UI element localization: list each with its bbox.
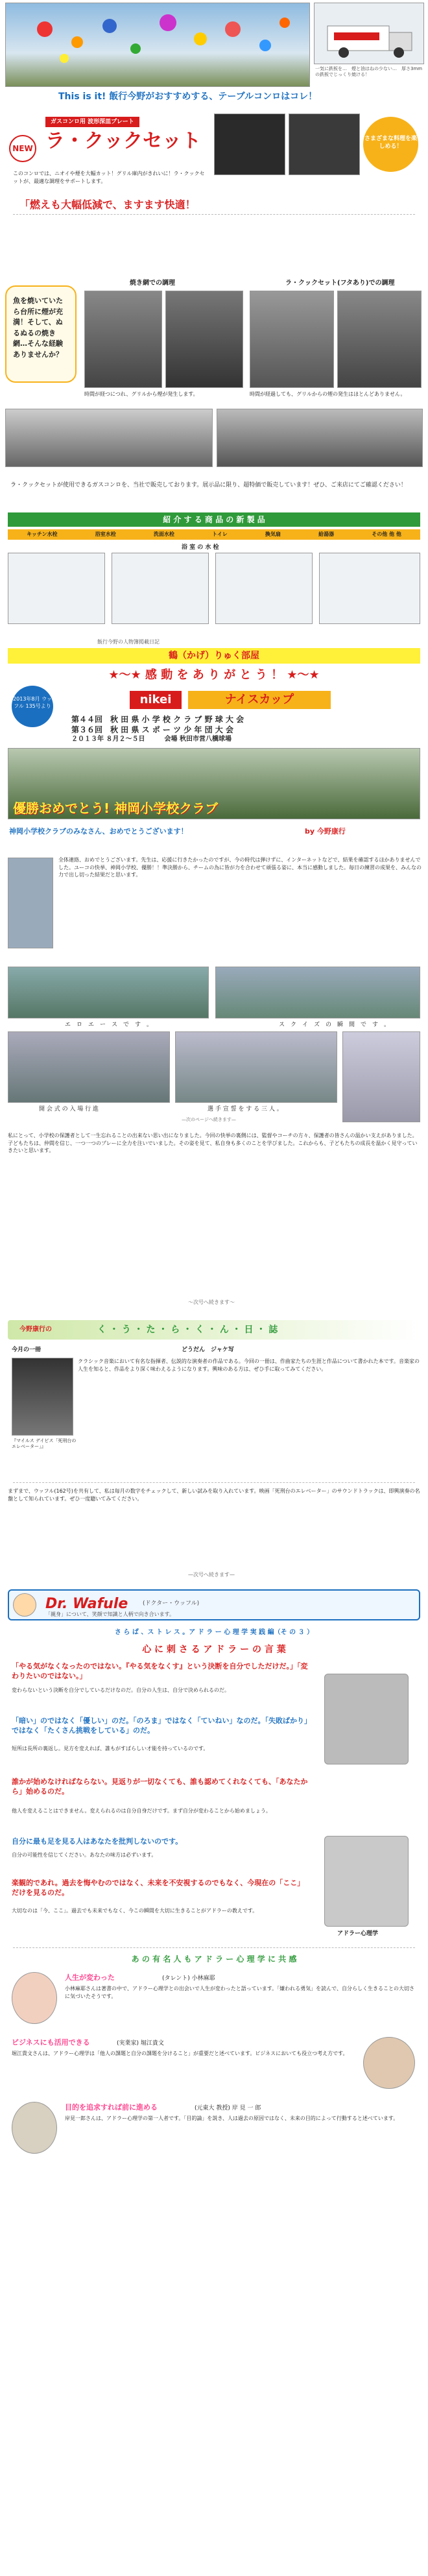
note-right: 時間が経過しても、グリルからの煙の発生はほとんどありません。 [250,391,406,397]
caption-main: 神岡小学校クラブのみなさん、おめでとうございます！ [9,827,188,836]
banner-title: 紹 介 す る 商 品 の 新 製 品 [8,512,420,527]
banner-item: 洗面水栓 [153,531,174,537]
quote-5: 楽観的であれ。過去を悔やむのではなく、未来を不安視するのでもなく、今現在の「ここ」だけを見るのだ。 [12,1879,305,1897]
wafule-lead: 「親身」について、笑顔で知識と人柄で向き合います。 [45,1611,175,1617]
nice-cup-logo: ナイスカップ [188,691,331,709]
story-photo [8,858,53,948]
banner-item: 換気扇 [265,531,281,537]
caption-left: エ ロ エ ー ス で す 。 [65,1022,153,1028]
diary-after: まずまで、ウッフル(162号)を共有して、私は毎月の数字をチェックして、新しい試みを取り入れています。映画「死刑台のエレベーター」のサウンドトラックは、即興演奏の名盤として知られています。ぜひ一度聴いてみてください。 [8,1488,420,1502]
caption-by: by 今野康行 [305,827,346,836]
banner-item: キッチン水栓 [27,531,58,537]
share-2-name: ビジネスにも活用できる [12,2038,90,2047]
story2-text: 私にとって、小学校の保護者として一生忘れることの出来ない思い出になりました。今回の快挙の裏側には、監督やコーチの方々、保護者の皆さんの温かい支えがありました。子どもたちは、仲間を信じ、一つ一つのプレーに全力を注いでいました。その姿を見て、私自身も多くのことを学びました。これからも、子どもたちの成長を温かく見守っていきたいと思います。 [8,1133,418,1154]
faucet-photo-4 [319,553,420,624]
quote-3-body: 他人を変えることはできません。変えられるのは自分自身だけです。まず自分が変わることから始めましょう。 [12,1808,271,1814]
book-cover [12,1358,73,1436]
grill-after-2 [337,291,422,388]
quote-4: 自分に最も足を見る人はあなたを批判しないのです。 [12,1837,183,1846]
photo-opening [8,1031,170,1103]
before-label: 焼き網での調理 [130,280,175,287]
kagemi-story [0,855,428,965]
victory-banner: 優勝おめでとう! 神岡小学校クラブ [13,800,219,816]
stove-photo-1 [5,409,213,467]
compare-section [0,279,428,474]
kagemi-badge: 2013年8月 ウッフル 135号より [12,686,53,727]
kagemi-label: 飯行今野の人物簿掲載日記 [97,639,160,645]
banner-item: トイレ [212,531,228,537]
compare-footer [0,479,428,511]
caption-oath: 選 手 宣 誓 を す る 三 人 。 [208,1106,283,1113]
adler-label: アドラー心理学 [337,1931,379,1937]
kagemi-title: 鶴（かげ）りゅく部屋 [8,648,420,664]
kagemi-photos [0,967,428,1129]
diary-month: 今月の一冊 [12,1347,42,1353]
quote-5-body: 大切なのは「今、ここ」。過去でも未来でもなく、今この瞬間を大切に生きることがアドラーの教えです。 [12,1908,258,1914]
share-title: あ の 有 名 人 も ア ド ラ ー 心 理 学 に 共 感 [131,1955,297,1964]
share-3-name: 目的を追求すれば前に進める [65,2103,158,2112]
celebrity-photo-3 [12,2102,57,2154]
truck-icon [315,3,425,65]
product-label: ガスコンロ用 波形深皿プレート [45,117,139,127]
product-section [0,110,428,279]
note-left: 時間が経つにつれ、グリルから煙が発生します。 [84,391,198,397]
kagemi-section [0,639,428,853]
banner-item: 給湯器 [318,531,335,537]
photo-squeeze [215,967,420,1018]
banner-items [8,529,420,540]
nikei-logo: nikei [130,691,182,709]
wafule-brand-sub: (ドクター・ウッフル) [143,1600,200,1607]
quote-2: 「暗い」のではなく「優しい」のだ。「のろま」ではなく「ていねい」なのだ。「失敗ばかり」ではなく「たくさん挑戦をしている」のだ。 [12,1716,308,1735]
wafule-avatar [13,1593,36,1617]
book-caption: 『マイルス デイビス「死刑台のエレベーター」』 [12,1438,77,1450]
recommend-title: 「燃えも大幅低減で、ますます快適！ [19,199,196,211]
grill-before-1 [84,291,162,388]
closing-text: 〜次号へ続きます〜 [188,1299,235,1305]
truck-note: 一気に鉄板を… 煙と油はねの少ない… 厚さ3mmの鉄板でじっくり焼ける！ [315,66,423,78]
caption-right: ス ク イ ズ の 瞬 間 で す 。 [279,1022,390,1028]
faucet-photo-1 [8,553,105,624]
event-line-2: 第３６回 秋 田 県 ス ポ ー ツ 少 年 団 大 会 [71,725,233,734]
balloons-photo [5,3,310,87]
diary-book-title: どうだん ジャケ写 [182,1347,234,1353]
share-3-text: 岸見一郎さんは、アドラー心理学の第一人者です。「目的論」を説き、人は過去の原因ではなく、未来の目的によって行動すると述べています。 [65,2115,399,2121]
balloons-illustration [6,3,311,88]
header-section [0,0,428,110]
grill-before-2 [165,291,243,388]
product-banner [0,512,428,636]
kagemi-story2 [0,1132,428,1314]
quote-title: 心 に 刺 さ る ア ド ラ ー の 言 葉 [142,1644,286,1655]
share-2-text: 堀江貴文さんは、アドラー心理学は「他人の課題と自分の課題を分けること」が重要だと述べています。ビジネスにおいても役立つ考え方です。 [12,2051,348,2056]
truck-photo [314,3,424,64]
compare-footer-text: ラ・クックセットが使用できるガスコンロを、当社で販売しております。展示品に限り、超特価で販売しています！ぜひ、ご来店にてご確認ください！ [10,482,407,488]
banner-item: その他 他 他 [372,531,401,537]
wafule-subtitle: さ ら ば 、ス ト レ ス 。ア ド ラ ー 心 理 学 実 践 編（そ の ３ ） [114,1629,314,1636]
celebrity-photo-1 [12,1972,57,2024]
headline: This is it! 飯行今野がおすすめする、テーブルコンロはコレ！ [58,91,318,102]
share-1-name: 人生が変わった [65,1973,115,1982]
photo-pitcher [8,967,209,1018]
after-label: ラ・クックセット(フタあり)での調理 [285,280,395,287]
share-3-who: (元東大 教授) 岸 見 一 郎 [195,2105,261,2112]
product-tag: さまざまな料理を楽しめる！ [363,117,418,172]
stove-photo-2 [217,409,423,467]
photo-player [342,1031,420,1122]
story-text: 全体連絡、おめでとうございます。先生は、応援に行きたかったのですが、今の時代は弾けずに、インターネットなどで、結果を確認するほかありませんでした。ユーコの快挙、神岡小学校、優勝！！準決勝から、チームの為に皆が力を合わせて頑張る姿に、本当に感動しました。毎日の練習の成果を、みんなの力で出し切った結果だと思います。 [58,857,422,878]
quote-2-body: 短所は長所の裏返し。見方を変えれば、誰もがすばらしい才能を持っているのです。 [12,1746,209,1751]
next-page: —次のページへ続きます— [182,1117,236,1122]
diary-body: クラシック音楽において有名な指揮者、伝説的な演奏者の作品である。今回の一冊は、作曲家たちの生涯と作品について書かれた本です。音楽家の人生を知ると、作品をより深く味わえるようになります。興味のある方は、ぜひ手に取ってみてください。 [78,1358,420,1372]
wafule-brand: Dr. Wafule [45,1596,128,1612]
adler-portrait-1 [324,1674,409,1764]
diary-title: く ・ う ・ た ・ ら ・ く ・ ん ・ 日 ・ 誌 [97,1325,278,1335]
banner-item: 浴室水栓 [95,531,116,537]
faucet-photo-2 [112,553,209,624]
wafule-section [0,1589,428,2576]
photo-oath [175,1031,337,1103]
share-2-who: (実業家) 堀江貴文 [117,2040,164,2047]
quote-1-body: 変わらないという決断を自分でしているだけなのだ。自分の人生は、自分で決められるのだ。 [12,1687,230,1693]
diary-next: —次号へ続きます— [188,1572,235,1578]
product-photo-2 [289,114,360,175]
grill-after-1 [250,291,334,388]
bubble-text: 魚を焼いていたら台所に煙が充満！そして、ぬるぬるの焼き網…そんな経験ありませんか？ [5,285,77,383]
share-1-who: (タレント) 小林麻耶 [162,1975,215,1982]
event-line-1: 第４４回 秋 田 県 小 学 校 ク ラ ブ 野 球 大 会 [71,715,244,724]
diary-section [0,1320,428,1586]
kagemi-thanks: ★〜★ 感 動 を あ り が と う ！ ★〜★ [108,668,320,682]
product-photo-1 [214,114,285,175]
product-name: ラ・クックセット [45,130,201,152]
adler-portrait-2 [324,1836,409,1927]
new-badge: NEW [9,135,36,162]
event-line-3: ２０１３年 ８月２〜５日 会場 秋田市営八橋球場 [71,736,232,743]
share-1-text: 小林麻耶さんは著書の中で、アドラー心理学との出会いで人生が変わったと語っています。「嫌われる勇気」を読んで、自分らしく生きることの大切さに気づいたそうです。 [65,1986,414,1999]
product-intro: このコンロでは、ニオイや煙を大幅カット！グリル庫内がきれいに！ラ・クックセットが、最適な調理をサポートします。 [13,171,205,184]
faucet-photo-3 [215,553,313,624]
diary-tag: 今野康行の [19,1326,52,1333]
celebrity-photo-2 [363,2037,415,2089]
quote-4-body: 自分の可能性を信じてください。あなたの味方は必ずいます。 [12,1852,157,1858]
quote-3: 誰かが始めなければならない。見返りが一切なくても、誰も認めてくれなくても、「あなたから」始めるのだ。 [12,1777,308,1796]
quote-1: 「やる気がなくなったのではない。『やる気をなくす』という決断を自分でしただけだ。」「変わりたいのではない。」 [12,1662,308,1680]
banner-subtitle: 浴 室 の 水 栓 [182,544,219,551]
caption-opening: 開 会 式 の 入 場 行 進 [39,1106,99,1113]
